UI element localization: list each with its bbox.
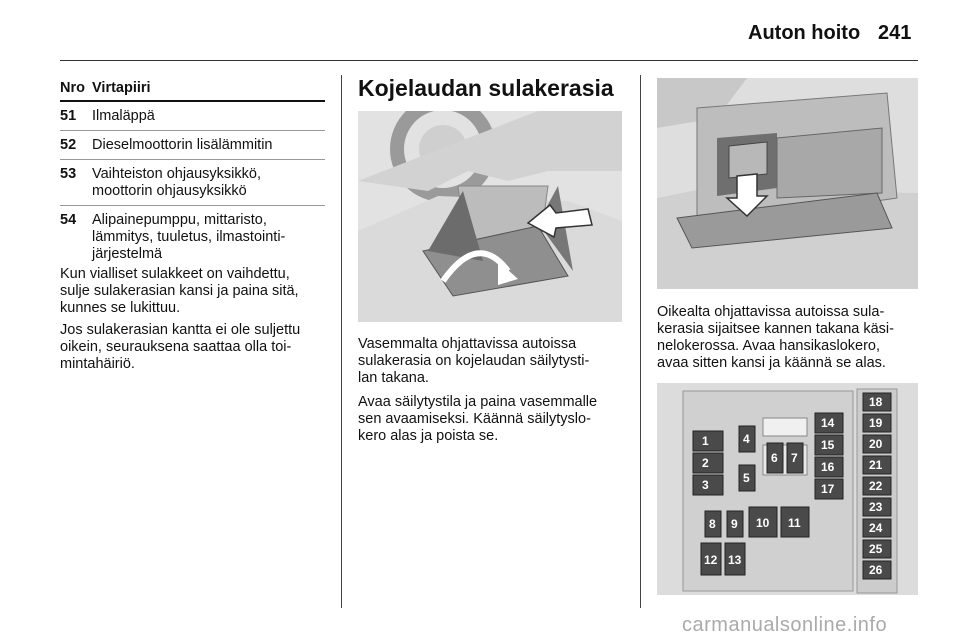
table-row: [60, 131, 325, 160]
fuse-label: 6: [771, 451, 778, 465]
fuse-label: 7: [791, 451, 798, 465]
table-row: [60, 160, 325, 206]
fuse-label: 2: [702, 456, 709, 470]
fuse-label: 25: [869, 542, 883, 556]
column-divider-2: [640, 75, 641, 608]
fuse-label: 5: [743, 471, 750, 485]
fuse-number: 51: [60, 108, 77, 124]
fuse-label: 15: [821, 438, 835, 452]
header-rule: [60, 60, 918, 61]
glovebox-figure: [657, 78, 918, 289]
fuse-number: 52: [60, 137, 77, 153]
fuse-table: [60, 80, 325, 268]
table-row: [60, 102, 325, 131]
fuse-label: 3: [702, 478, 709, 492]
fuse-label: 1: [702, 434, 709, 448]
closing-paragraph: Kun vialliset sulakkeet on vaihdettu, sulje sulakerasian kansi ja paina sitä, kunnes se lukittuu.: [60, 266, 299, 316]
glovebox-illustration: [657, 78, 918, 289]
fuse-box-diagram: [657, 383, 918, 595]
column-header-circuit: Virtapiiri: [92, 80, 151, 96]
circuit-name: Dieselmoottorin lisälämmitin: [92, 137, 273, 153]
fuse-number: 54: [60, 212, 77, 228]
fuse-label: 9: [731, 517, 738, 531]
open-storage-paragraph: Avaa säilytystila ja paina vasemmalle sen avaamiseksi. Käännä säilytyslo- kero alas ja poista se.: [358, 394, 598, 444]
fuse-label: 14: [821, 416, 835, 430]
fuse-label: 12: [704, 553, 718, 567]
warning-paragraph: Jos sulakerasian kantta ei ole suljettu oikein, seurauksena saattaa olla toi- mintahäiriö.: [60, 322, 301, 372]
lhd-location-paragraph: Vasemmalta ohjattavissa autoissa sulakerasia on kojelaudan säilytysti- lan takana.: [358, 336, 590, 386]
footer-watermark: carmanualsonline.info: [682, 614, 888, 636]
circuit-name: Alipainepumppu, mittaristo, lämmitys, tuuletus, ilmastointi- järjestelmä: [92, 212, 286, 262]
rhd-location-paragraph: Oikealta ohjattavissa autoissa sula- kerasia sijaitsee kannen takana käsi- nelokerossa. Avaa hansikaslokero, avaa sitten kansi ja käännä se alas.: [657, 304, 894, 371]
fuse-label: 16: [821, 460, 835, 474]
fuse-label: 19: [869, 416, 883, 430]
fuse-label: 18: [869, 395, 883, 409]
fuse-label: 21: [869, 458, 883, 472]
fuse-label: 4: [743, 432, 750, 446]
fuse-label: 10: [756, 516, 770, 530]
storage-compartment-figure: [358, 111, 622, 322]
column-header-nro: Nro: [60, 80, 85, 96]
table-row: [60, 206, 325, 268]
fuse-label: 17: [821, 482, 835, 496]
circuit-name: Vaihteiston ohjausyksikkö, moottorin ohjausyksikkö: [92, 166, 261, 199]
page-number: 241: [878, 22, 912, 44]
fuse-label: 22: [869, 479, 883, 493]
header-title: Auton hoito: [748, 22, 861, 44]
fuse-number: 53: [60, 166, 77, 182]
fuse-label: 23: [869, 500, 883, 514]
storage-compartment-illustration: [358, 111, 622, 322]
fuse-label: 24: [869, 521, 883, 535]
fuse-label: 13: [728, 553, 742, 567]
section-title: Kojelaudan sulakerasia: [358, 75, 614, 101]
column-divider-1: [341, 75, 342, 608]
fuse-label: 8: [709, 517, 716, 531]
table-header: [60, 80, 325, 102]
fuse-label: 11: [788, 516, 801, 530]
fuse-label: 26: [869, 563, 883, 577]
circuit-name: Ilmaläppä: [92, 108, 155, 124]
fuse-label: 20: [869, 437, 883, 451]
